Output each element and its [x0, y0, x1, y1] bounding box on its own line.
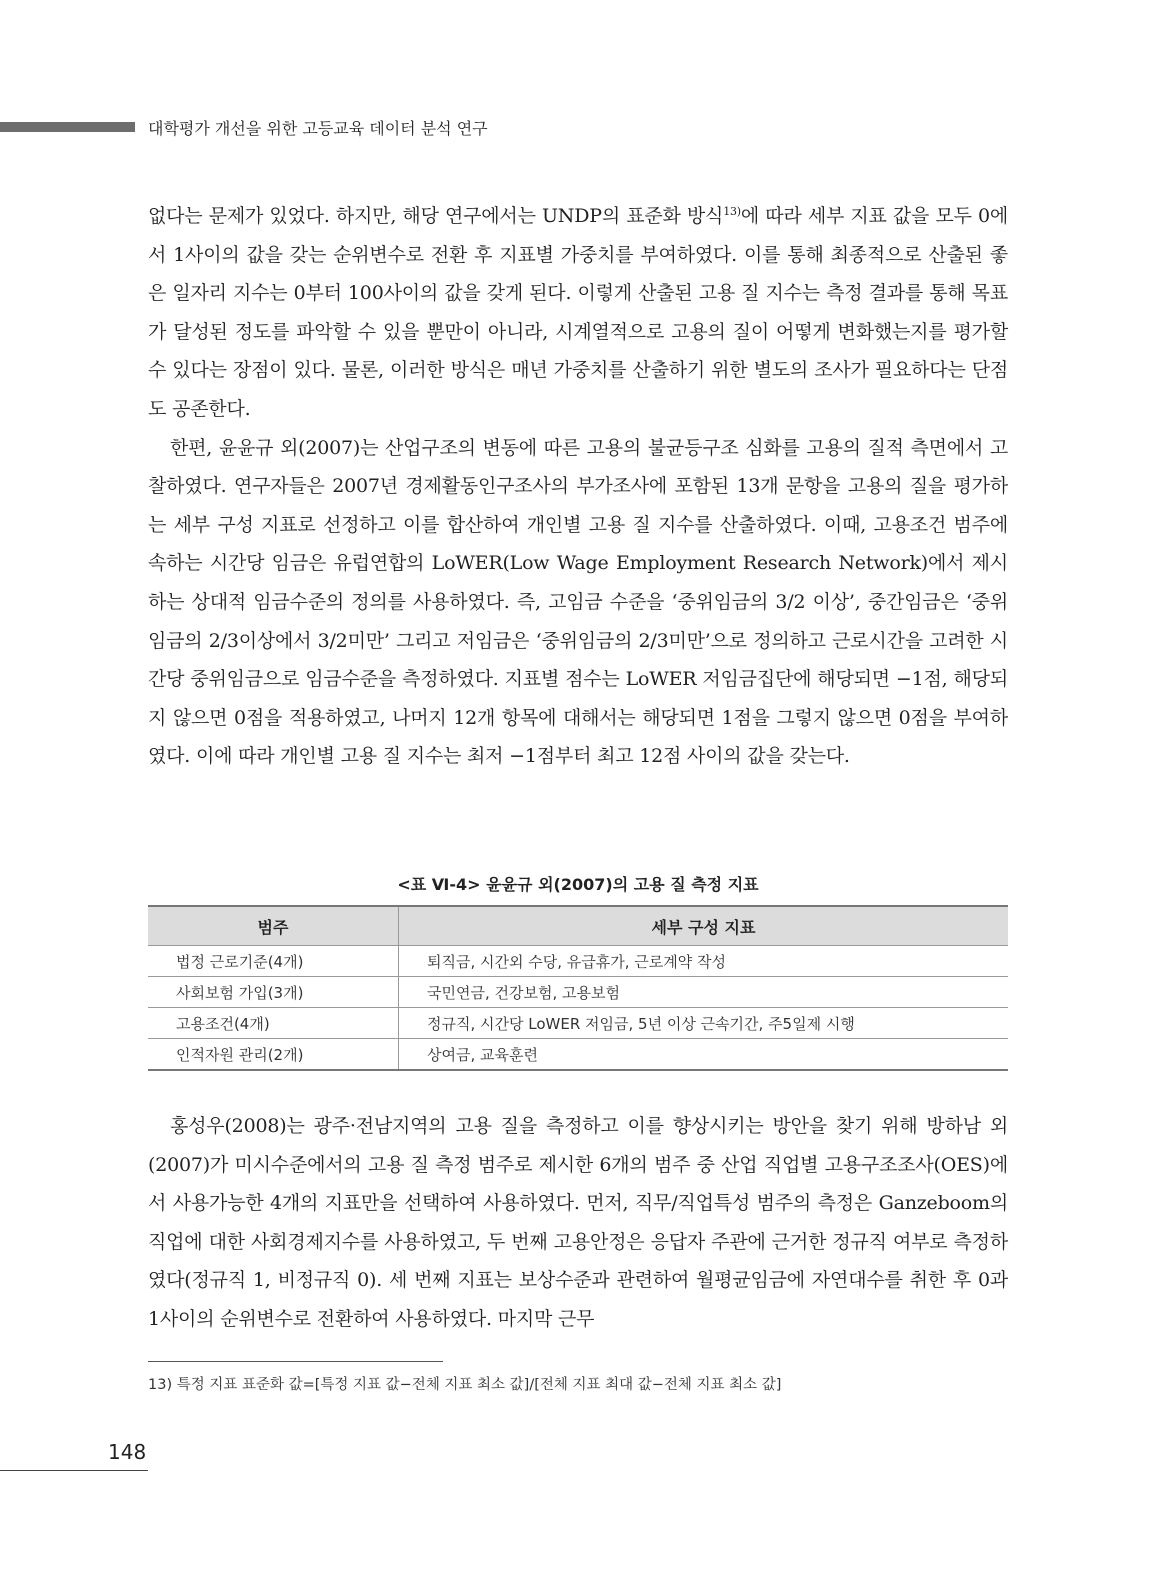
- paragraph-1-start: 없다는 문제가 있었다. 하지만, 해당 연구에서는 UNDP의 표준화 방식: [148, 205, 724, 227]
- running-header: 대학평가 개선을 위한 고등교육 데이터 분석 연구: [148, 119, 488, 138]
- footnote-divider: [148, 1361, 443, 1362]
- footnote: 13) 특정 지표 표준화 값=[특정 지표 값−전체 지표 최소 값]/[전체 지표 최대 값−전체 지표 최소 값]: [148, 1377, 782, 1393]
- table-row: [148, 977, 1008, 1008]
- indicator-cell: 정규직, 시간당 LoWER 저임금, 5년 이상 근속기간, 주5일제 시행: [399, 1008, 1009, 1039]
- indicator-cell: 퇴직금, 시간외 수당, 유급휴가, 근로계약 작성: [399, 946, 1009, 977]
- table-row: [148, 946, 1008, 977]
- table-caption: <표 Ⅵ-4> 윤윤규 외(2007)의 고용 질 측정 지표: [397, 875, 759, 894]
- page-number: 148: [108, 1440, 147, 1464]
- header-category: 범주: [148, 906, 399, 946]
- table-row: [148, 1039, 1008, 1071]
- header-indicators: 세부 구성 지표: [399, 906, 1009, 946]
- table-header-row: [148, 906, 1008, 946]
- paragraph-2: 한편, 윤윤규 외(2007)는 산업구조의 변동에 따른 고용의 불균등구조 심화를 고용의 질적 측면에서 고찰하였다. 연구자들은 2007년 경제활동인구조사의 부가조사에 포함된 13개 문항을 고용의 질을 평가하는 세부 구성 지표로 선정하고 이를 합산하여 개인별 고용 질 지수를 산출하였다. 이때, 고용조건 범주에 속하는 시간당 임금은 유럽연합의 LoWER(Low Wage Employment Research Network)에서 제시하는 상대적 임금수준의 정의를 사용하였다. 즉, 고임금 수준을 ‘중위임금의 3/2 이상’, 중간임금은 ‘중위임금의 2/3이상에서 3/2미만’ 그리고 저임금은 ‘중위임금의 2/3미만’으로 정의하고 근로시간을 고려한 시간당 중위임금으로 임금수준을 측정하였다. 지표별 점수는 LoWER 저임금집단에 해당되면 −1점, 해당되지 않으면 0점을 적용하였고, 나머지 12개 항목에 대해서는 해당되면 1점을 그렇지 않으면 0점을 부여하였다. 이에 따라 개인별 고용 질 지수는 최저 −1점부터 최고 12점 사이의 값을 갖는다.: [148, 436, 1008, 768]
- header-bar: [0, 122, 135, 132]
- indicator-cell: 국민연금, 건강보험, 고용보험: [399, 977, 1009, 1008]
- category-cell: 인적자원 관리(2개): [148, 1039, 399, 1071]
- paragraph-1-rest: 에 따라 세부 지표 값을 모두 0에서 1사이의 값을 갖는 순위변수로 전환 후 지표별 가중치를 부여하였다. 이를 통해 최종적으로 산출된 좋은 일자리 지수는 0부터 100사이의 값을 갖게 된다. 이렇게 산출된 고용 질 지수는 측정 결과를 통해 목표가 달성된 정도를 파악할 수 있을 뿐만이 아니라, 시계열적으로 고용의 질이 어떻게 변화했는지를 평가할 수 있다는 장점이 있다. 물론, 이러한 방식은 매년 가중치를 산출하기 위한 별도의 조사가 필요하다는 단점도 공존한다.: [148, 205, 1008, 420]
- category-cell: 사회보험 가입(3개): [148, 977, 399, 1008]
- footnote-marker[interactable]: 13): [723, 205, 741, 218]
- indicator-cell: 상여금, 교육훈련: [427, 1045, 538, 1064]
- category-cell: 고용조건(4개): [148, 1008, 399, 1039]
- body-text-bottom: [148, 1107, 1008, 1339]
- category-cell: 법정 근로기준(4개): [148, 946, 399, 977]
- paragraph-1: [148, 197, 1008, 429]
- indicator-table: [148, 905, 1008, 1071]
- table-row: [148, 1008, 1008, 1039]
- body-text-top: [148, 197, 1008, 776]
- page-number-rule: [0, 1470, 148, 1471]
- paragraph-3: 홍성우(2008)는 광주·전남지역의 고용 질을 측정하고 이를 향상시키는 방안을 찾기 위해 방하남 외(2007)가 미시수준에서의 고용 질 측정 범주로 제시한 6개의 범주 중 산업 직업별 고용구조조사(OES)에서 사용가능한 4개의 지표만을 선택하여 사용하였다. 먼저, 직무/직업특성 범주의 측정은 Ganzeboom의 직업에 대한 사회경제지수를 사용하였고, 두 번째 고용안정은 응답자 주관에 근거한 정규직 여부로 측정하였다(정규직 1, 비정규직 0). 세 번째 지표는 보상수준과 관련하여 월평균임금에 자연대수를 취한 후 0과 1사이의 순위변수로 전환하여 사용하였다. 마지막 근무: [148, 1115, 1008, 1330]
